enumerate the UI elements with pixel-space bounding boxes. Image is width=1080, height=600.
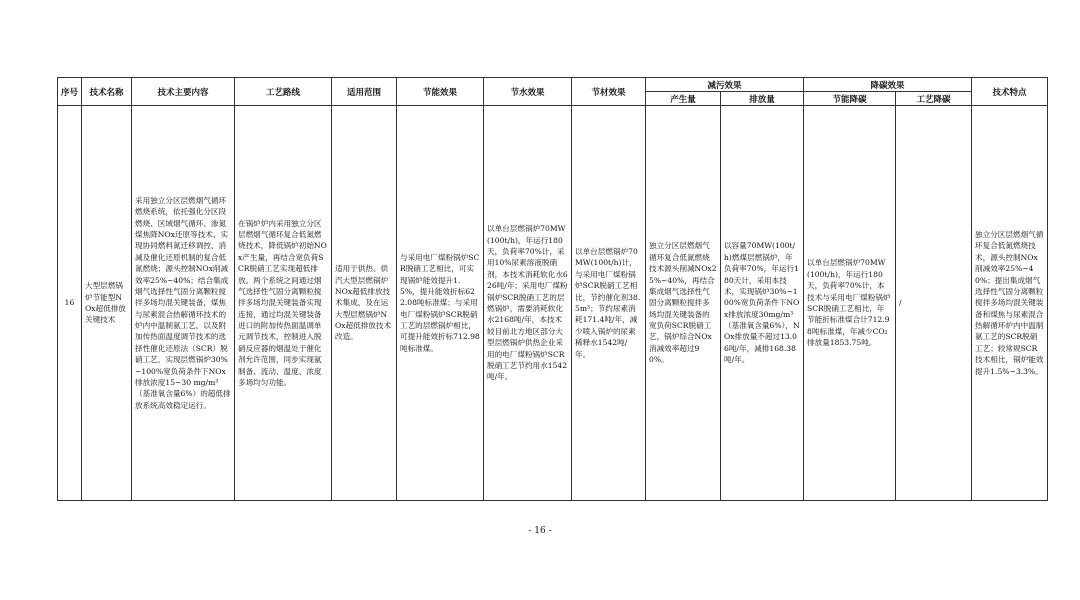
cell-carbon-process: / xyxy=(896,106,972,501)
cell-pollution-emission: 以容量70MW(100t/h)燃煤层燃锅炉，年负荷率70%，年运行180天计，采用本技术，实现锅炉30%~100%宽负荷条件下NOx排放浓度30mg/m³（基准氧含量6%），NOx排放量不超过13.06吨/年，减排168.38吨/年。 xyxy=(721,106,804,501)
header-carbon-reduction: 降碳效果 xyxy=(804,78,972,92)
header-water-saving: 节水效果 xyxy=(484,78,572,106)
cell-features: 独立分区层燃烟气循环复合低氮燃烧技术，源头控制NOx削减效率25%~40%；提出集成烟气选择性气固分离颗粒搅拌多场均混关键装备和煤焦与尿素混合热解循环炉内中温制氨工艺的SCR脱硝工艺；较常规SCR技术相比，锅炉能效提升1.5%~3.3%。 xyxy=(972,106,1048,501)
header-features: 技术特点 xyxy=(972,78,1048,106)
header-process-route: 工艺路线 xyxy=(235,78,332,106)
technology-table xyxy=(57,77,1048,501)
cell-scope: 适用于供热、供汽大型层燃锅炉NOx超低排放技术集成，及在运大型层燃锅炉NOx超低排放技术改造。 xyxy=(332,106,397,501)
page-number: - 16 - xyxy=(528,526,552,536)
table-row xyxy=(58,106,1048,501)
header-carbon-energy: 节能降碳 xyxy=(804,92,896,106)
cell-tech-name: 大型层燃锅炉节能型NOx超低排放关键技术 xyxy=(82,106,132,501)
cell-seq: 16 xyxy=(58,106,82,501)
cell-water-saving: 以单台层燃锅炉70MW(100t/h)，年运行180天，负荷率70%计，采用10%尿素溶液脱硝剂，本技术消耗软化水626吨/年；采用电厂煤粉锅炉SCR脱硝工艺的层燃锅炉，需要消耗软化水2168吨/年，本技术较目前北方地区部分大型层燃锅炉供热企业采用的电厂煤粉锅炉SCR脱硝工艺节约用水1542吨/年。 xyxy=(484,106,572,501)
header-main-content: 技术主要内容 xyxy=(132,78,235,106)
header-row-1 xyxy=(58,78,1048,92)
header-carbon-process: 工艺降碳 xyxy=(896,92,972,106)
header-pollution-emission: 排放量 xyxy=(721,92,804,106)
cell-process-route: 在锅炉炉内采用独立分区层燃烟气循环复合低氮燃烧技术，降低锅炉初始NOx产生量，再结合宽负荷SCR脱硝工艺实现超低排放。两个系统之间通过烟气选择性气固分离颗粒搅拌多场均混关键装备实现连接，通过均混关键装备进口的附加传热面温调单元调节技术，控制进入脱硝反应器的烟温处于催化剂允许范围，同步实现氨制备、流动、温度、浓度多场均匀功能。 xyxy=(235,106,332,501)
cell-carbon-energy: 以单台层燃锅炉70MW(100t/h)，年运行180天，负荷率70%计，本技术与采用电厂煤粉锅炉SCR脱硝工艺相比，年节能折标准煤合计712.98吨标准煤，年减少CO₂排放量1853.75吨。 xyxy=(804,106,896,501)
header-scope: 适用范围 xyxy=(332,78,397,106)
header-pollution-reduction: 减污效果 xyxy=(646,78,804,92)
header-material-saving: 节材效果 xyxy=(572,78,646,106)
header-energy-saving: 节能效果 xyxy=(397,78,484,106)
cell-pollution-generation: 独立分区层燃烟气循环复合低氮燃烧技术源头削减NOx25%~40%，再结合集成烟气选择性气固分离颗粒搅拌多场均混关键装备的宽负荷SCR脱硝工艺，锅炉综合NOx消减效率超过90%。 xyxy=(646,106,721,501)
cell-main-content: 采用独立分区层燃烟气循环燃烧系统，依托强化分区段燃烧、区域烟气循环、渗氮煤焦降NOx还原等技术，实现协同燃料氮迁移调控、消减及催化还原机制的复合低氮燃烧；源头控制NOx削减效率25%~40%；结合集成烟气选择性气固分离颗粒搅拌多场均混关键装备，煤焦与尿素混合热解循环技术的炉内中温制氨工艺，以及附加传热面温度调节技术的选择性催化还原法（SCR）脱硝工艺，实现层燃锅炉30%~100%宽负荷条件下NOx排放浓度15~30 mg/m³（基准氧含量6%）的超低排放系统高效稳定运行。 xyxy=(132,106,235,501)
cell-material-saving: 以单台层燃锅炉70MW(100t/h)计，与采用电厂煤粉锅炉SCR脱硝工艺相比，节约催化剂38.5m³；节约尿素消耗171.4吨/年，减少喷入锅炉的尿素稀释水1542吨/年。 xyxy=(572,106,646,501)
header-seq: 序号 xyxy=(58,78,82,106)
header-tech-name: 技术名称 xyxy=(82,78,132,106)
cell-energy-saving: 与采用电厂煤粉锅炉SCR脱硝工艺相比，可实现锅炉能效提升1.5%，提升能效折标622.08吨标准煤；与采用电厂煤粉锅炉SCR脱硝工艺的层燃锅炉相比，可提升能效折标712.98吨标准煤。 xyxy=(397,106,484,501)
header-pollution-generation: 产生量 xyxy=(646,92,721,106)
